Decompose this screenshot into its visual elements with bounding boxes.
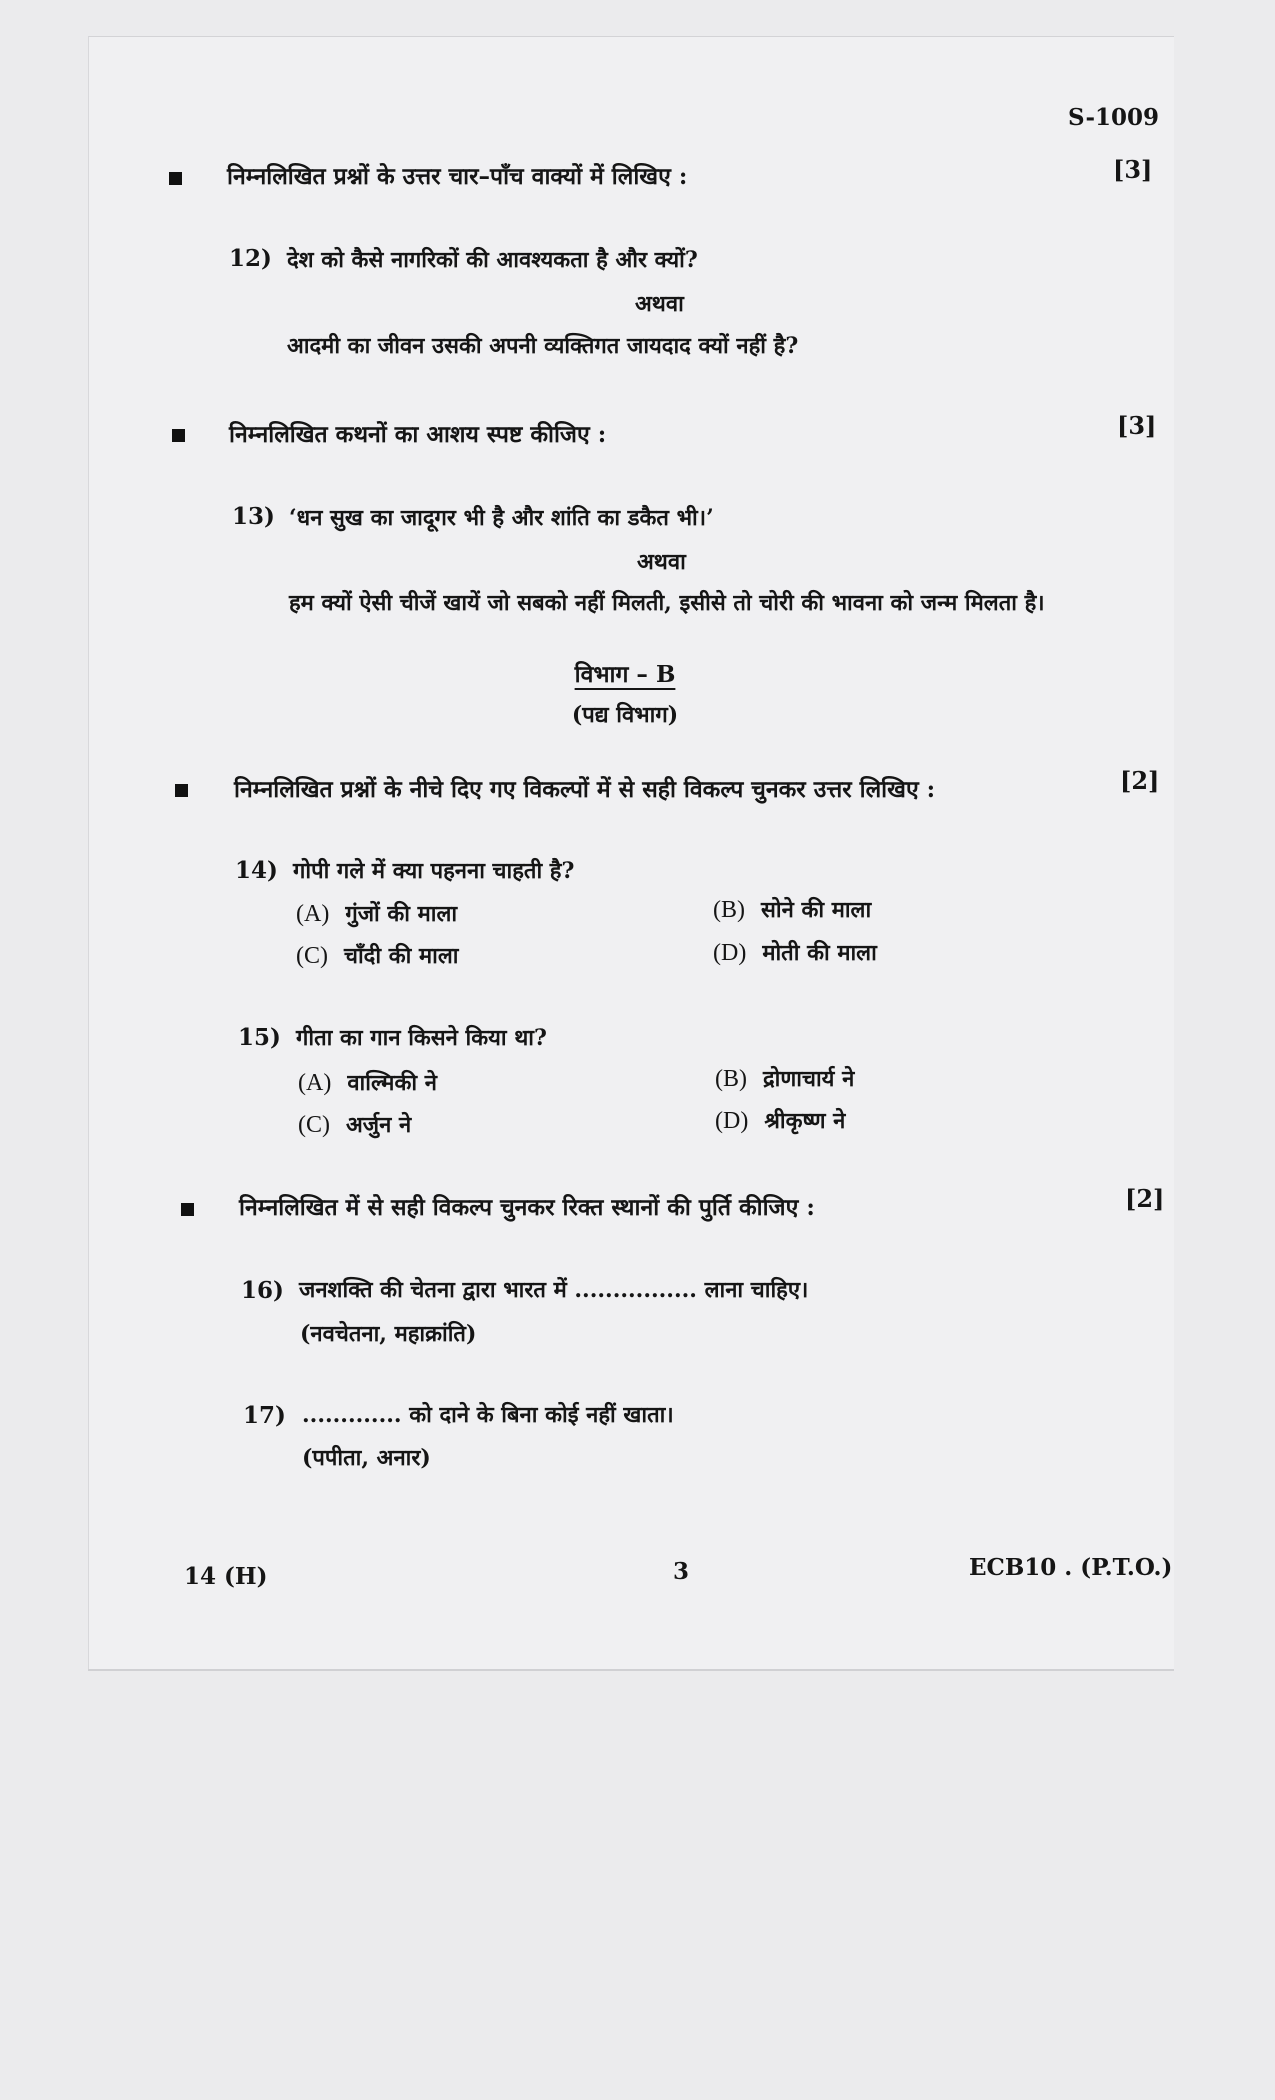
marks-2: [3] bbox=[1117, 411, 1157, 440]
option-label: (D) bbox=[715, 1108, 749, 1134]
marks-3: [2] bbox=[1120, 766, 1160, 795]
option-a bbox=[298, 1067, 437, 1097]
question-13-text: ‘धन सुख का जादूगर भी है और शांति का डकैत भी।’ bbox=[289, 505, 714, 531]
or-label: अथवा bbox=[635, 291, 684, 317]
option-text: वाल्मिकी ने bbox=[347, 1070, 437, 1096]
option-b bbox=[715, 1063, 854, 1093]
option-label: (B) bbox=[715, 1066, 747, 1092]
question-number: 13) bbox=[232, 503, 275, 530]
option-text: द्रोणाचार्य ने bbox=[763, 1066, 855, 1092]
instruction-3: निम्नलिखित प्रश्नों के नीचे दिए गए विकल्पों में से सही विकल्प चुनकर उत्तर लिखिए : bbox=[234, 776, 936, 803]
option-label: (A) bbox=[298, 1070, 332, 1096]
section-title: विभाग – B bbox=[574, 661, 676, 688]
section-subtitle: (पद्य विभाग) bbox=[571, 702, 679, 728]
bullet-icon bbox=[175, 784, 188, 797]
question-13-alt: हम क्यों ऐसी चीजें खायें जो सबको नहीं मिलती, इसीसे तो चोरी की भावना को जन्म मिलता है। bbox=[289, 590, 1045, 616]
option-label: (B) bbox=[713, 897, 745, 923]
exam-page bbox=[88, 36, 1174, 1669]
instruction-2: निम्नलिखित कथनों का आशय स्पष्ट कीजिए : bbox=[229, 421, 607, 448]
question-17-choices: (पपीता, अनार) bbox=[302, 1445, 431, 1471]
option-text: अर्जुन ने bbox=[346, 1112, 412, 1138]
question-number: 17) bbox=[243, 1402, 286, 1429]
option-label: (D) bbox=[713, 940, 747, 966]
option-label: (C) bbox=[298, 1112, 330, 1138]
paper-code: S-1009 bbox=[1068, 104, 1160, 131]
option-text: सोने की माला bbox=[761, 897, 872, 923]
question-16-choices: (नवचेतना, महाक्रांति) bbox=[300, 1321, 477, 1347]
option-d bbox=[713, 937, 877, 967]
page-number: 3 bbox=[673, 1558, 690, 1585]
bullet-icon bbox=[181, 1203, 194, 1216]
question-12-alt: आदमी का जीवन उसकी अपनी व्यक्तिगत जायदाद क्यों नहीं है? bbox=[287, 333, 799, 359]
option-text: श्रीकृष्ण ने bbox=[764, 1108, 846, 1134]
bullet-icon bbox=[172, 429, 185, 442]
option-b bbox=[713, 894, 871, 924]
or-label: अथवा bbox=[637, 549, 686, 575]
marks-4: [2] bbox=[1125, 1184, 1165, 1213]
option-text: चाँदी की माला bbox=[344, 943, 459, 969]
question-number: 15) bbox=[238, 1024, 281, 1051]
question-17-text: ............. को दाने के बिना कोई नहीं खाता। bbox=[302, 1402, 674, 1428]
instruction-1: निम्नलिखित प्रश्नों के उत्तर चार–पाँच वाक्यों में लिखिए : bbox=[227, 163, 688, 190]
question-number: 12) bbox=[229, 245, 272, 272]
footer-left: 14 (H) bbox=[184, 1563, 268, 1590]
option-c bbox=[298, 1109, 411, 1139]
option-text: मोती की माला bbox=[762, 940, 877, 966]
option-text: गुंजों की माला bbox=[345, 901, 458, 927]
option-c bbox=[296, 940, 458, 970]
question-number: 14) bbox=[235, 857, 278, 884]
marks-1: [3] bbox=[1113, 155, 1153, 184]
footer-right: ECB10 . (P.T.O.) bbox=[969, 1554, 1173, 1581]
option-a bbox=[296, 898, 457, 928]
question-16-text: जनशक्ति की चेतना द्वारा भारत में ................ लाना चाहिए। bbox=[299, 1277, 809, 1303]
option-label: (C) bbox=[296, 943, 328, 969]
bullet-icon bbox=[169, 172, 182, 185]
option-label: (A) bbox=[296, 901, 330, 927]
question-number: 16) bbox=[241, 1277, 284, 1304]
question-14-text: गोपी गले में क्या पहनना चाहती है? bbox=[293, 858, 575, 884]
option-d bbox=[715, 1105, 845, 1135]
question-12-text: देश को कैसे नागरिकों की आवश्यकता है और क्यों? bbox=[287, 247, 698, 273]
instruction-4: निम्नलिखित में से सही विकल्प चुनकर रिक्त स्थानों की पुर्ति कीजिए : bbox=[239, 1194, 815, 1221]
question-15-text: गीता का गान किसने किया था? bbox=[296, 1025, 547, 1051]
